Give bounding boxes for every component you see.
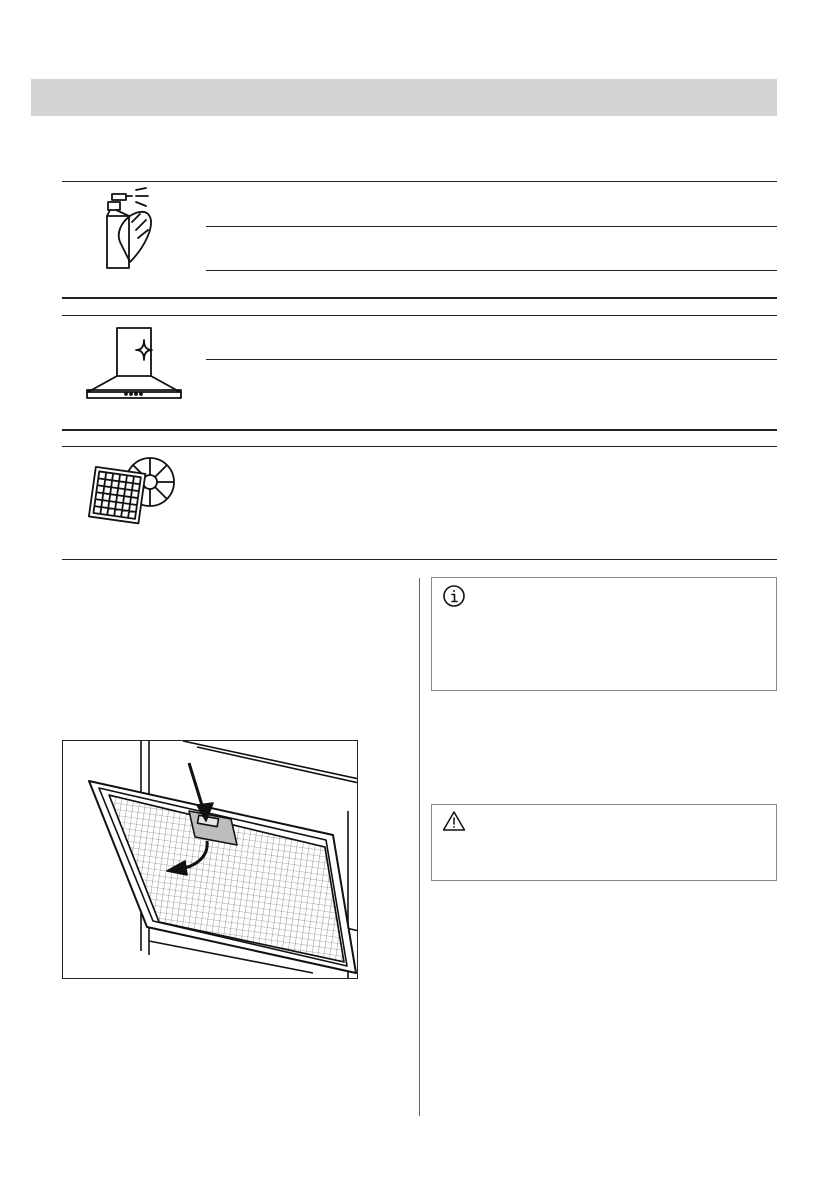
row1-bottom-rule xyxy=(62,297,777,299)
table-top-rule xyxy=(62,181,777,182)
row2-bottom-rule xyxy=(62,429,777,431)
hood-sparkle-icon xyxy=(86,326,182,400)
column-divider xyxy=(419,578,420,1116)
row3-top-rule xyxy=(62,446,777,447)
spray-cloth-cleaning-icon xyxy=(96,186,166,272)
row2-sub-rule xyxy=(206,359,777,360)
grease-filter-removal-illustration xyxy=(62,740,358,979)
warning-note-box xyxy=(431,804,777,881)
row1-sub-rule-1 xyxy=(206,226,777,227)
section-header-band xyxy=(31,79,777,116)
table-bottom-rule xyxy=(62,559,777,560)
row1-sub-rule-2 xyxy=(206,270,777,271)
info-icon xyxy=(442,584,466,613)
grease-filter-charcoal-filter-icon xyxy=(82,452,178,532)
warning-icon xyxy=(442,810,466,837)
info-note-box xyxy=(431,577,777,691)
row2-top-rule xyxy=(62,315,777,316)
